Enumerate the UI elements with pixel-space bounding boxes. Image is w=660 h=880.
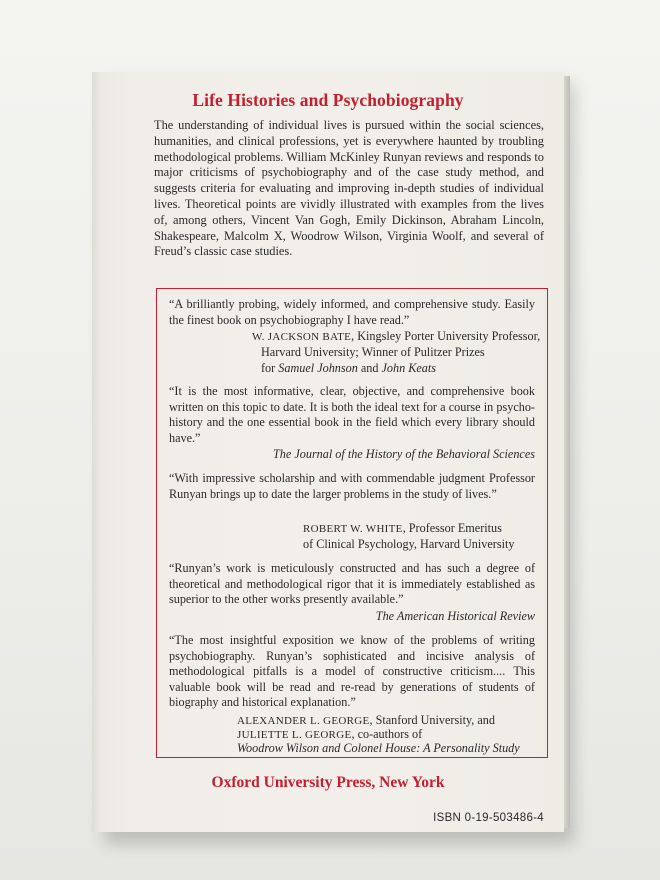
review-attribution-line: for Samuel Johnson and John Keats [261,361,437,375]
book-title: Life Histories and Psychobiography [192,90,464,110]
publisher: Oxford University Press, New York [211,774,445,791]
review-quote-ahr: “Runyan’s work is meticulously constructed and has such a degree of theoretical and methodological rigor that it is immediately established as superior to the other works presently available.” [169,561,535,607]
book-reference: Woodrow Wilson and Colonel House: A Personality Study [237,741,520,755]
review-source-journal: The Journal of the History of the Behavioral Sciences [273,447,535,461]
book-page-edge [564,76,570,828]
reviewer-name: JULIETTE L. GEORGE [237,729,352,741]
book-reference: John Keats [381,361,437,375]
review-attribution-line: JULIETTE L. GEORGE, co-authors of [237,727,423,741]
reviewer-name: ROBERT W. WHITE [303,523,403,535]
review-quotes-box [156,288,548,758]
review-attribution-bate: W. JACKSON BATE, Kingsley Porter University Professor, [252,329,541,343]
review-attribution-white: ROBERT W. WHITE, Professor Emeritus [303,521,502,535]
review-quote-george: “The most insightful exposition we know of the problems of writing psychobiography. Runyan’s sophisticated and incisive analysis of methodological pitfalls is a model of constructive criticism.... This valuable book will be read and re-read by generations of students of biography and historical explanation.” [169,633,535,710]
reviewer-name: W. JACKSON BATE [252,331,352,343]
book-reference: Samuel Johnson [278,361,358,375]
isbn: ISBN 0-19-503486-4 [433,812,544,824]
review-quote-white: “With impressive scholarship and with commendable judgment Professor Runyan brings up to date the larger problems in the study of lives.” [169,471,535,501]
review-quote-bate: “A brilliantly probing, widely informed, and comprehensive study. Easily the finest book on psychobiography I have read.” [169,297,535,327]
review-attribution-line: of Clinical Psychology, Harvard University [303,537,515,551]
book-description: The understanding of individual lives is pursued within the social sciences, humanities, and clinical professions, yet is everywhere haunted by troubling methodological problems. William McKinley Runyan reviews and responds to major criticisms of psychobiography and of the case study method, and suggests criteria for evaluating and improving in-depth studies of individual lives. Theoretical points are vividly illustrated with examples from the lives of, among others, Vincent Van Gogh, Emily Dickinson, Abraham Lincoln, Shakespeare, Malcolm X, Woodrow Wilson, Virginia Woolf, and several of Freud’s classic case studies. [154,118,544,259]
review-quote-journal: “It is the most informative, clear, objective, and comprehensive book written on this topic to date. It is both the ideal text for a course in psycho-history and the one essential book in the field which every library should have.” [169,384,535,445]
book-back-cover [92,72,564,832]
review-source-ahr: The American Historical Review [375,609,535,623]
review-attribution-line: Harvard University; Winner of Pulitzer Prizes [261,345,485,359]
review-attribution-george: ALEXANDER L. GEORGE, Stanford University, and [237,713,495,727]
reviewer-name: ALEXANDER L. GEORGE [237,715,370,727]
